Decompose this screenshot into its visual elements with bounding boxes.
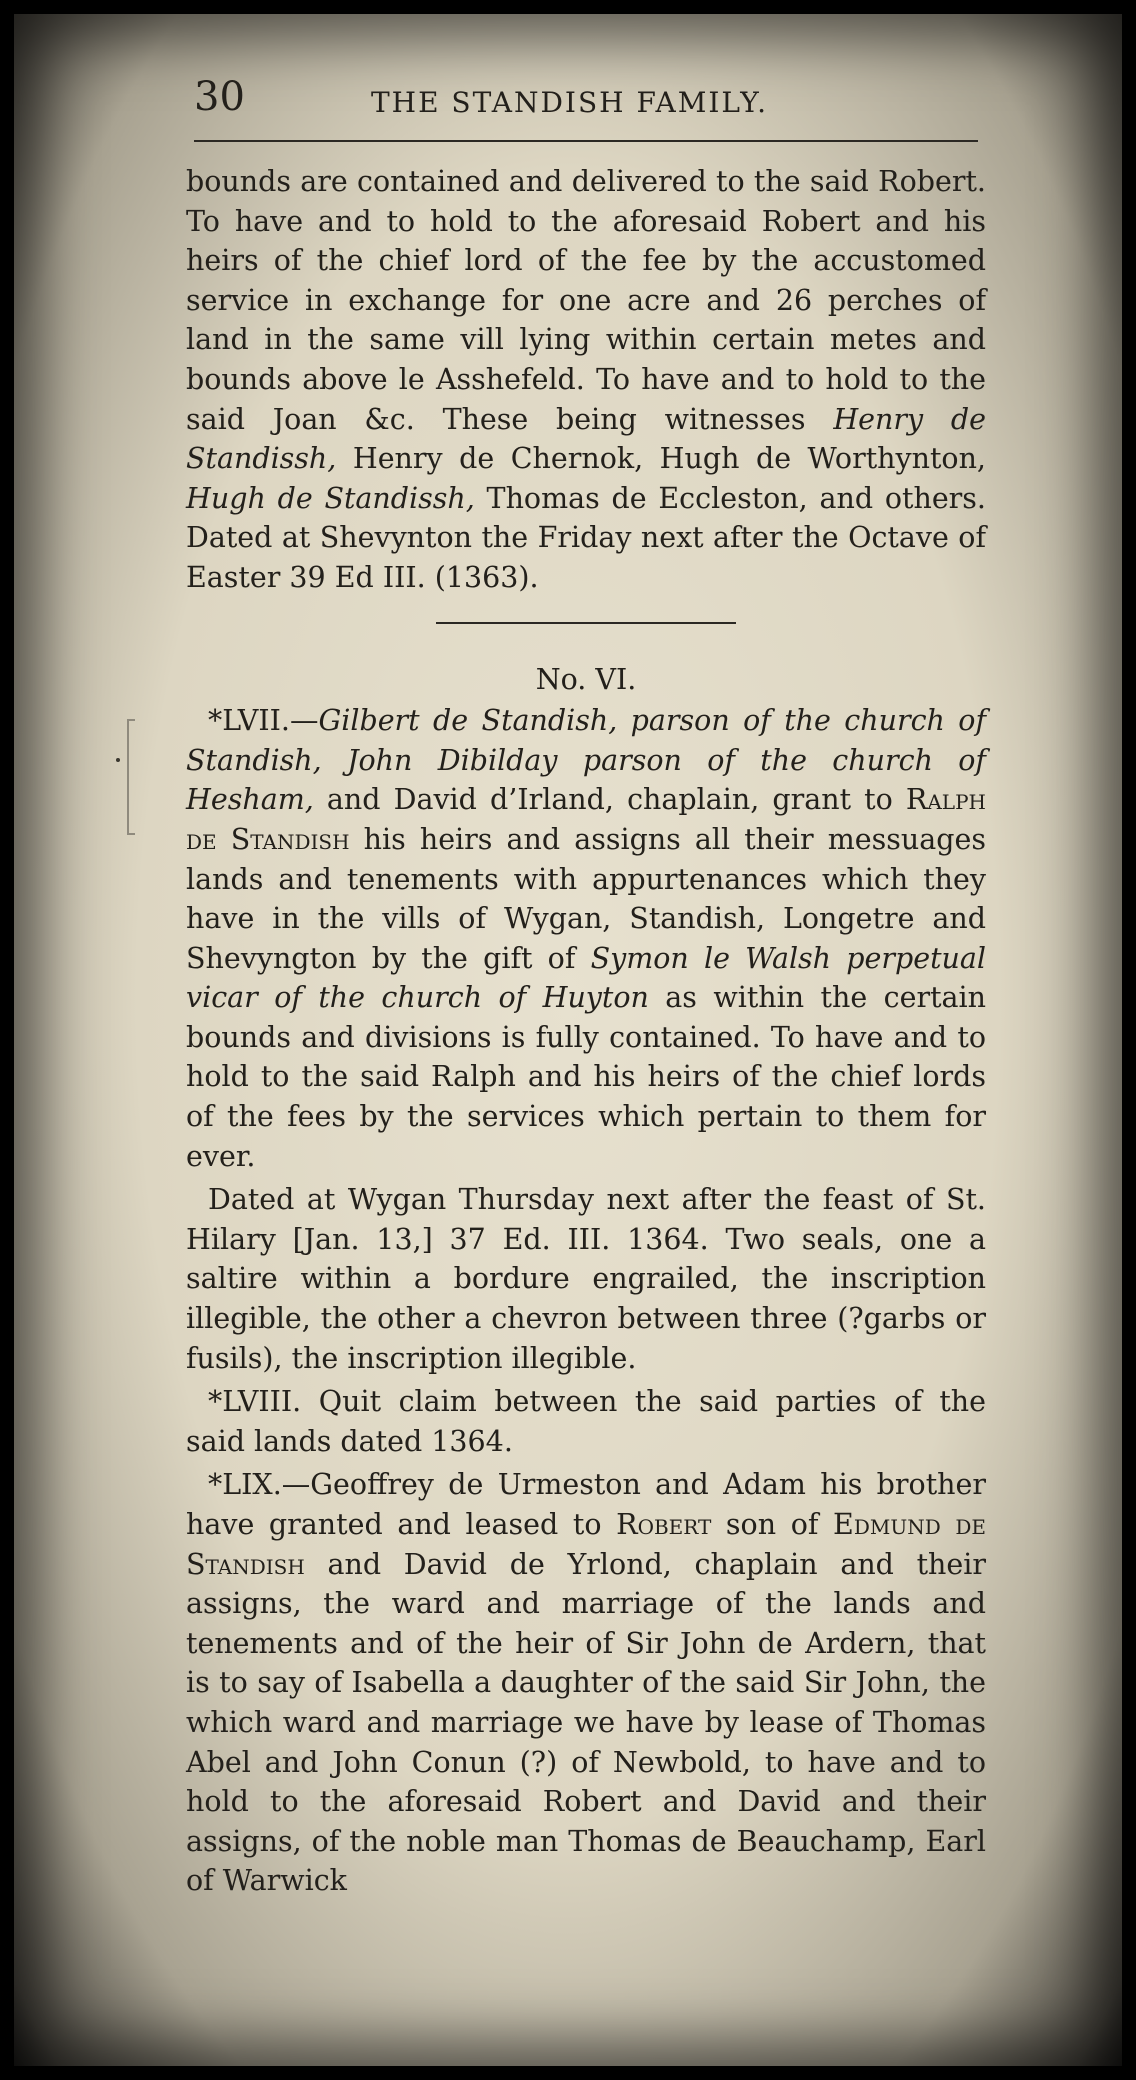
witness-name: Hugh de Standissh, [186,481,475,515]
paragraph-continuation: bounds are contained and delivered to the said Robert. To have and to hold to the aforesaid Robert and his heirs of the chief lord of the fee by the accustomed service in exchange for one acre and 26 perches of land in the same vill lying within certain metes and bounds above le Asshefeld. To have and to hold to the said Joan &c. These being witnesses Henry de Standissh, Henry de Chernok, Hugh de Worthynton, Hugh de Standissh, Thomas de Eccleston, and others. Dated at Shevynton the Friday next after the Octave of Easter 39 Ed III. (1363). [186,165,986,594]
paragraph-lviii: *LVIII. Quit claim between the said parties of the said lands dated 1364. [186,1385,986,1458]
page-number: 30 [194,74,245,120]
witness-name: Henry de Standissh, [186,402,986,476]
book-page [186,74,986,2004]
paragraph-lvii: *LVII.—Gilbert de Standish, parson of the church of Standish, John Dibilday parson of the church of Hesham, and David d’Irland, chaplain, grant to Ralph de Standish his heirs and assigns all their messuages lands and tenements with appurtenances which they have in the vills of Wygan, Standish, Longetre and Shevyngton by the gift of Symon le Walsh perpetual vicar of the church of Huyton as within the certain bounds and divisions is fully contained. To have and to hold to the said Ralph and his heirs of the chief lords of the fees by the services which pertain to them for ever. [186,704,986,1173]
page-body [186,162,986,1901]
paragraph-lix: *LIX.—Geoffrey de Urmeston and Adam his brother have granted and leased to Robert son of Edmund de Standish and David de Yrlond, chaplain and their assigns, the ward and marriage of the lands and tenements and of the heir of Sir John de Ardern, that is to say of Isabella a daughter of the said Sir John, the which ward and marriage we have by lease of Thomas Abel and John Conun (?) of Newbold, to have and to hold to the aforesaid Robert and David and their assigns, of the noble man Thomas de Beauchamp, Earl of Warwick [186,1468,986,1898]
section-heading: No. VI. [535,662,637,696]
running-title: THE STANDISH FAMILY. [371,86,769,119]
section-separator [436,622,736,624]
header-rule [194,140,978,142]
paragraph-dated: Dated at Wygan Thursday next after the feast of St. Hilary [Jan. 13,] 37 Ed. III. 1364. Two seals, one a saltire within a bordure engrailed, the inscription illegible, the other a chevron between three (?garbs or fusils), the inscription illegible. [186,1183,986,1375]
margin-bracket [127,719,135,835]
margin-dot [116,758,120,762]
page-header [186,74,986,144]
page-frame [14,14,1122,2066]
